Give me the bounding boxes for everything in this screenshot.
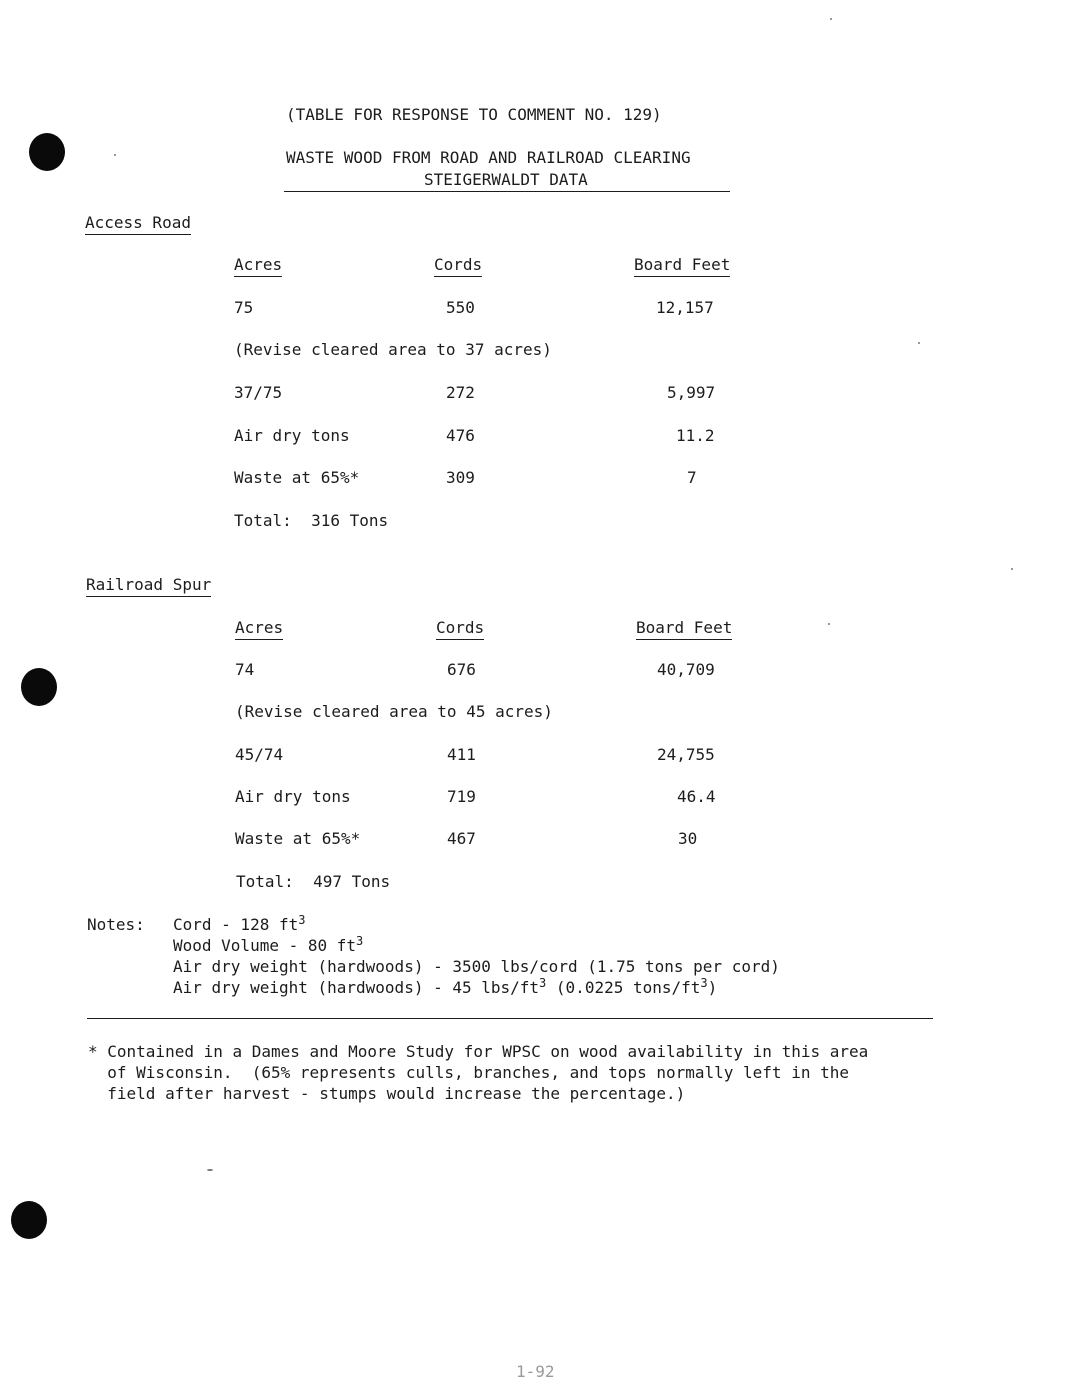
revise-note: (Revise cleared area to 45 acres) <box>235 702 553 721</box>
table-cell: 74 <box>235 660 255 679</box>
column-header-board-feet: Board Feet <box>634 255 730 277</box>
note-line: Air dry weight (hardwoods) - 45 lbs/$ft^3$ (0.0225 tons/$ft^3$) <box>173 976 718 997</box>
scan-speck <box>114 154 116 156</box>
table-cell: 40,709 <box>657 660 715 679</box>
footnote-divider <box>87 1018 933 1019</box>
table-cell: Waste at 65%* <box>235 829 361 848</box>
table-cell: 467 <box>447 829 476 848</box>
note-line: Air dry weight (hardwoods) - 3500 lbs/cord (1.75 tons per cord) <box>173 957 780 976</box>
table-cell: 45/74 <box>235 745 284 764</box>
page-number: 1-92 <box>516 1362 555 1381</box>
document-subtitle: STEIGERWALDT DATA <box>424 170 588 189</box>
note-line: Cord - 128 $ft^3$ <box>173 913 306 934</box>
table-cell: 411 <box>447 745 476 764</box>
table-cell: 272 <box>446 383 475 402</box>
punch-hole-bottom <box>11 1201 47 1239</box>
column-header-cords: Cords <box>434 255 482 277</box>
table-cell: Waste at 65%* <box>234 468 360 487</box>
table-cell: 550 <box>446 298 475 317</box>
note-line: Wood Volume - 80 $ft^3$ <box>173 934 364 955</box>
punch-hole-top <box>29 133 65 171</box>
section-total: Total: 316 Tons <box>234 511 389 530</box>
table-cell: 5,997 <box>667 383 716 402</box>
table-reference: (TABLE FOR RESPONSE TO COMMENT NO. 129) <box>286 105 662 124</box>
table-cell: 75 <box>234 298 254 317</box>
table-cell: 7 <box>687 468 697 487</box>
document-title: WASTE WOOD FROM ROAD AND RAILROAD CLEARING <box>286 148 691 167</box>
footnote-line: field after harvest - stumps would increase the percentage.) <box>88 1084 686 1103</box>
title-underline <box>284 191 730 192</box>
table-cell: 11.2 <box>676 426 715 445</box>
scan-speck <box>207 1169 213 1171</box>
section-total: Total: 497 Tons <box>236 872 391 891</box>
table-cell: 37/75 <box>234 383 283 402</box>
table-cell: 719 <box>447 787 476 806</box>
column-header-board-feet: Board Feet <box>636 618 732 640</box>
scan-speck <box>918 342 920 344</box>
footnote-line: of Wisconsin. (65% represents culls, branches, and tops normally left in the <box>88 1063 849 1082</box>
column-header-acres: Acres <box>235 618 283 640</box>
section-heading-access-road: Access Road <box>85 213 191 235</box>
footnote-line: * Contained in a Dames and Moore Study for WPSC on wood availability in this area <box>88 1042 869 1061</box>
table-cell: 24,755 <box>657 745 715 764</box>
punch-hole-middle <box>21 668 57 706</box>
scan-speck <box>828 623 830 625</box>
table-cell: 309 <box>446 468 475 487</box>
table-cell: 30 <box>678 829 698 848</box>
table-cell: 46.4 <box>677 787 716 806</box>
table-cell: 476 <box>446 426 475 445</box>
scan-speck <box>830 18 832 20</box>
revise-note: (Revise cleared area to 37 acres) <box>234 340 552 359</box>
section-heading-railroad-spur: Railroad Spur <box>86 575 211 597</box>
table-cell: Air dry tons <box>234 426 350 445</box>
column-header-cords: Cords <box>436 618 484 640</box>
notes-label: Notes: <box>87 915 145 934</box>
column-header-acres: Acres <box>234 255 282 277</box>
table-cell: Air dry tons <box>235 787 351 806</box>
table-cell: 676 <box>447 660 476 679</box>
table-cell: 12,157 <box>656 298 714 317</box>
scan-speck <box>1011 568 1013 570</box>
